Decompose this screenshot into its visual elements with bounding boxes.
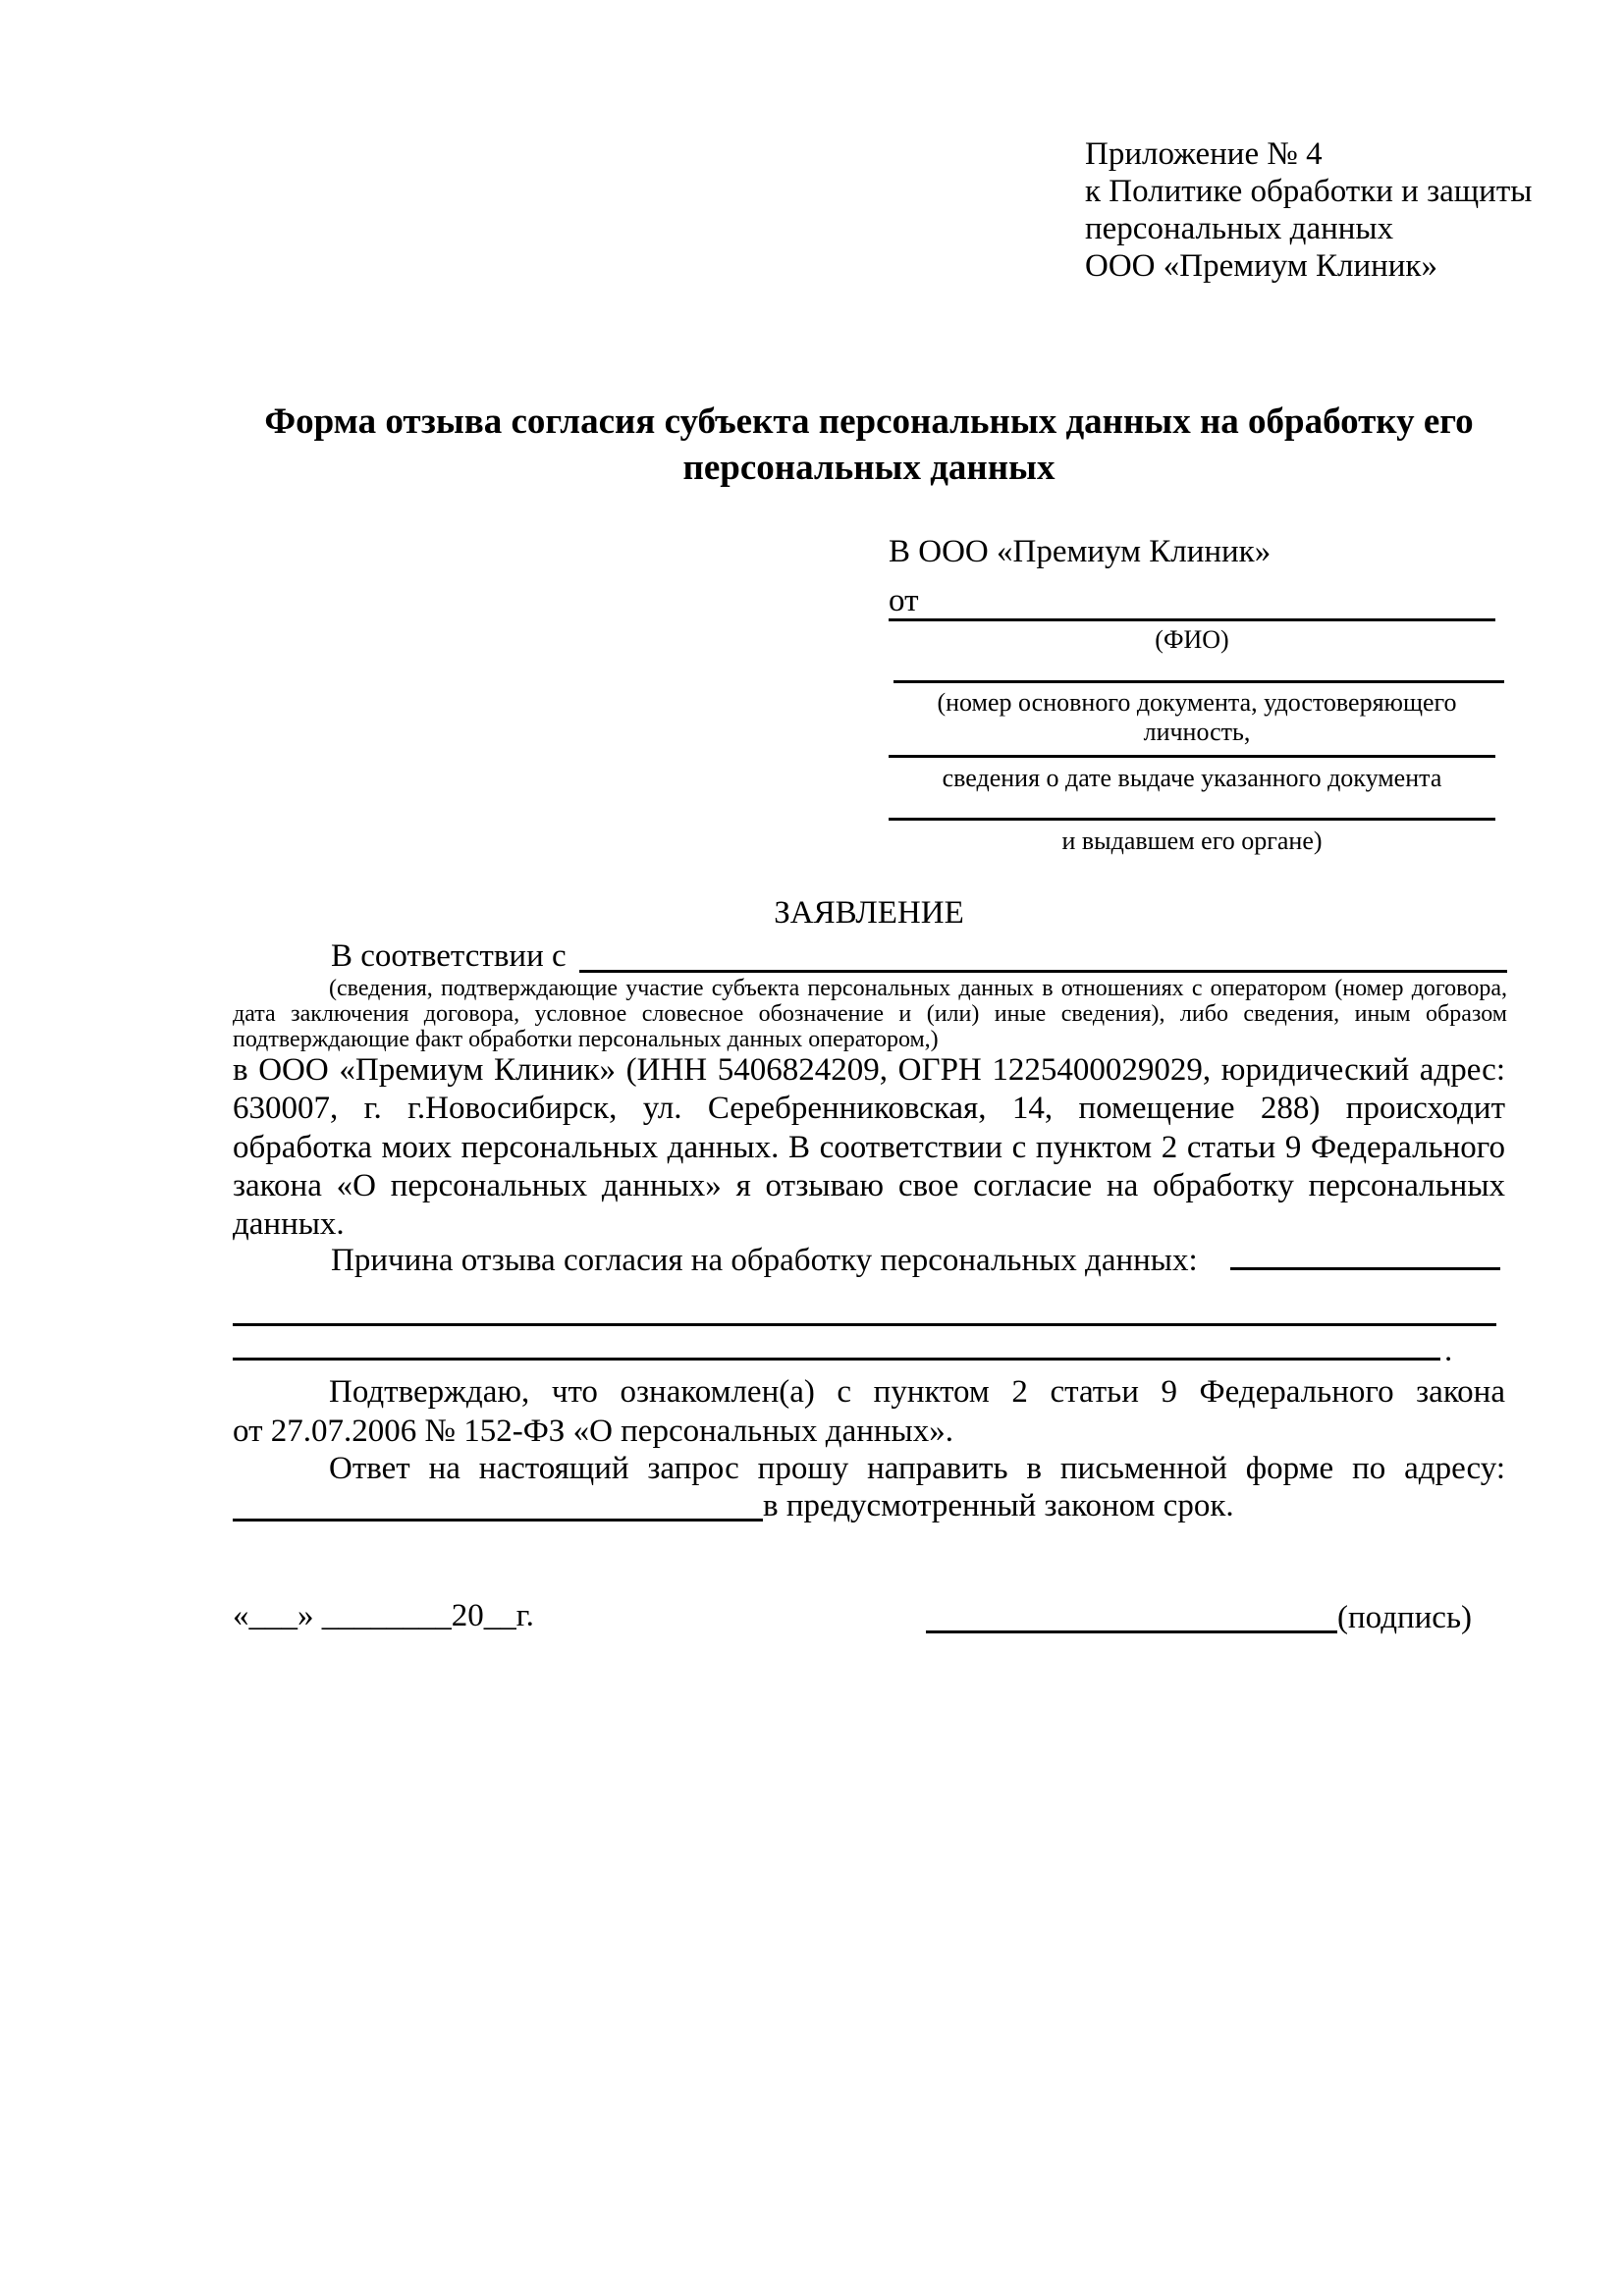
signature-caption: (подпись): [1337, 1600, 1472, 1635]
reason-label: Причина отзыва согласия на обработку персональных данных:: [331, 1243, 1198, 1278]
issue-date-blank-line: [889, 755, 1495, 758]
issue-date-caption: сведения о дате выдаче указанного документа: [942, 764, 1442, 792]
date-blank-line: «___» ________20__г.: [233, 1598, 534, 1633]
statement-body-paragraph: в ООО «Премиум Клиник» (ИНН 5406824209, ОГРН 1225400029029, юридический адрес: 630007, г. г.Новосибирск, ул. Серебренниковская, 14, помещение 288) происходит обработка моих персональных данных. В соответствии с пунктом 2 статьи 9 Федерального закона «О персональных данных» я отзываю свое согласие на обработку персональных данных.: [233, 1052, 1505, 1243]
issuing-authority-blank-line: [889, 818, 1495, 821]
reason-blank-line-1: [233, 1323, 1496, 1326]
appendix-header: [1085, 135, 1532, 285]
reply-request-suffix: в предусмотренный законом срок.: [763, 1488, 1234, 1523]
statement-heading: ЗАЯВЛЕНИЕ: [774, 895, 964, 931]
fio-caption: (ФИО): [1155, 625, 1229, 654]
confirmation-line-1: Подтверждаю, что ознакомлен(а) с пунктом 2 статьи 9 Федерального закона: [329, 1374, 1505, 1410]
signature-blank-line: [926, 1598, 1337, 1633]
appendix-number: Приложение № 4: [1085, 136, 1323, 172]
reply-request-line-2: [233, 1486, 1234, 1524]
appendix-company: ООО «Премиум Клиник»: [1085, 248, 1437, 284]
addressee-from-label: от: [889, 583, 919, 618]
reason-blank-line-short: [1230, 1267, 1500, 1270]
signature-row: [926, 1598, 1472, 1636]
fio-blank-line: [889, 618, 1495, 621]
appendix-policy-line2: персональных данных: [1085, 211, 1394, 246]
addressee-company: В ООО «Премиум Клиник»: [889, 534, 1272, 569]
reply-address-blank-line: [233, 1486, 763, 1522]
document-title: Форма отзыва согласия субъекта персональных данных на обработку его персональных данных: [264, 401, 1474, 488]
document-number-caption: (номер основного документа, удостоверяющего личность,: [937, 688, 1457, 746]
appendix-policy-line1: к Политике обработки и защиты: [1085, 174, 1533, 209]
reply-request-line-1: Ответ на настоящий запрос прошу направить в письменной форме по адресу:: [329, 1451, 1505, 1486]
intro-footnote: (сведения, подтверждающие участие субъекта персональных данных в отношениях с оператором (номер договора, дата заключения договора, условное словесное обозначение и (или) иные сведения), либо сведения, иным образом подтверждающие факт обработки персональных данных оператором,): [233, 976, 1507, 1052]
intro-label: В соответствии с: [331, 938, 567, 974]
confirmation-line-2: от 27.07.2006 № 152-ФЗ «О персональных данных».: [233, 1414, 953, 1449]
document-number-blank-line: [893, 680, 1504, 683]
reason-blank-line-2: [233, 1358, 1440, 1361]
intro-blank-line: [579, 970, 1507, 973]
reason-end-period: .: [1444, 1333, 1453, 1368]
issuing-authority-caption: и выдавшем его органе): [1061, 827, 1323, 855]
